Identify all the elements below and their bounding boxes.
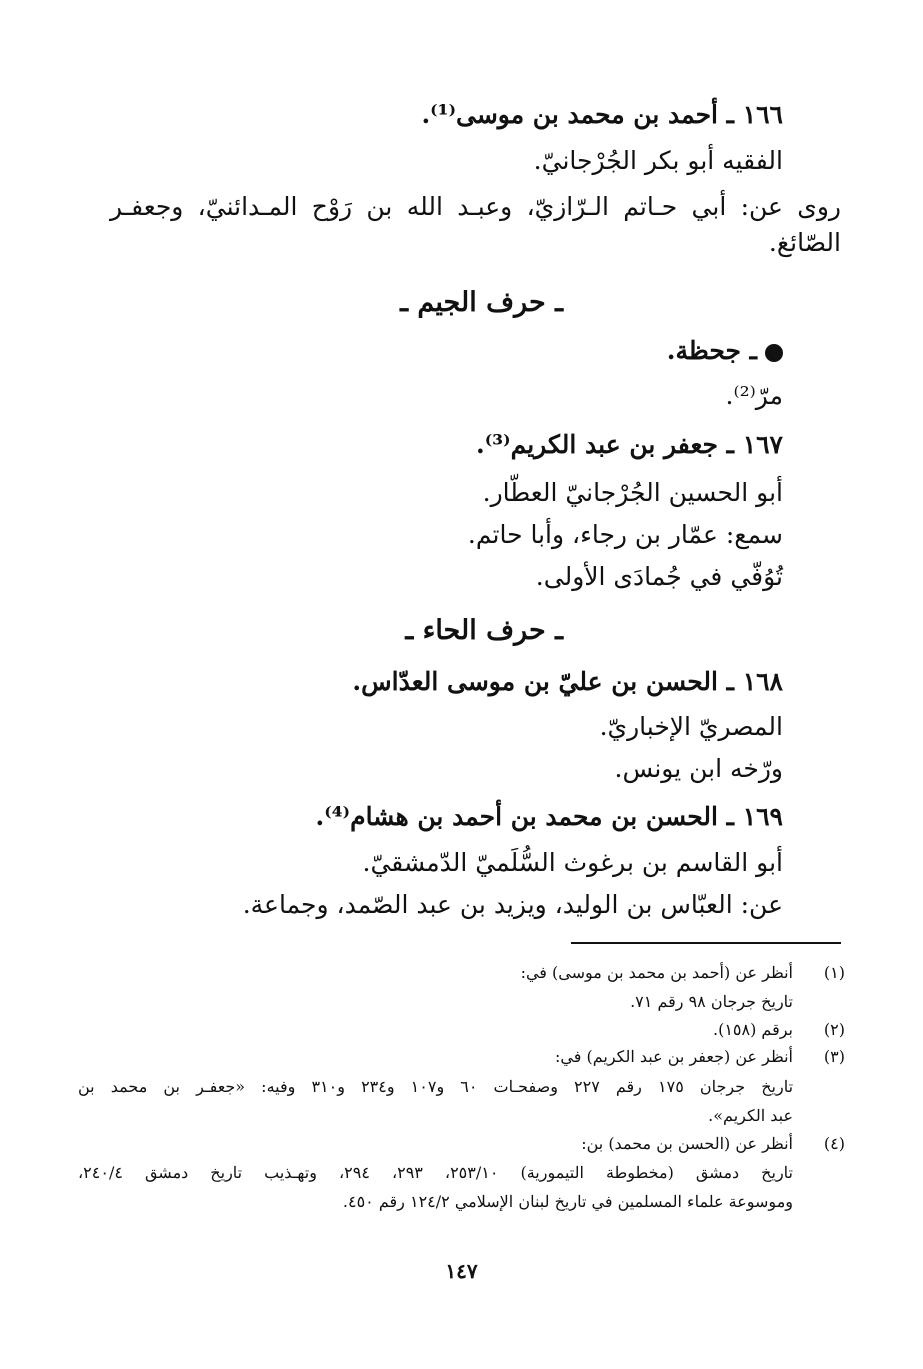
entry-166-line1: الفقيه أبو بكر الجُرْجانيّ.	[533, 146, 783, 175]
entry-jahzah-line1: مرّ⁽²⁾.	[725, 381, 783, 410]
entry-166-line3: الصّائغ.	[768, 228, 841, 257]
bullet-icon	[765, 344, 783, 362]
entry-168-title: ١٦٨ ـ الحسن بن عليّ بن موسى العدّاس.	[352, 667, 783, 696]
entry-167-line2: سمع: عمّار بن رجاء، وأبا حاتم.	[467, 520, 783, 549]
footnote-4-line1: أنظر عن (الحسن بن محمد) بن:	[581, 1134, 793, 1153]
entry-jahzah-title	[667, 336, 783, 365]
footnote-2-line1: برقم (١٥٨).	[712, 1020, 793, 1039]
footnote-4-line3: وموسوعة علماء المسلمين في تاريخ لبنان الإسلامي ١٢٤/٢ رقم ٤٥٠.	[342, 1192, 793, 1211]
footnote-4-line2: تاريخ دمشق (مخطوطة التيمورية) ٢٥٣/١٠، ٢٩٣، ٢٩٤، وتهـذيب تاريخ دمشق ٢٤٠/٤،	[78, 1163, 794, 1182]
footnote-4-number: (٤)	[823, 1134, 845, 1153]
footnote-3-line2: تاريخ جرجان ١٧٥ رقم ٢٢٧ وصفحـات ٦٠ و١٠٧ و٢٣٤ و٣١٠ وفيه: «جعفـر بن محمد بن	[78, 1077, 794, 1096]
section-heading-ha: ـ حرف الحاء ـ	[405, 615, 563, 646]
footnote-3-line3: عبد الكريم».	[708, 1106, 793, 1125]
entry-167-title: ١٦٧ ـ جعفر بن عبد الكريم⁽³⁾.	[476, 430, 783, 459]
footnote-separator	[571, 942, 841, 944]
entry-169-line2: عن: العبّاس بن الوليد، ويزيد بن عبد الصّمد، وجماعة.	[242, 890, 783, 919]
page-number: ١٤٧	[445, 1259, 478, 1283]
section-heading-jim: ـ حرف الجيم ـ	[400, 287, 563, 318]
entry-169-line1: أبو القاسم بن برغوث السُّلَميّ الدّمشقيّ.	[362, 848, 783, 877]
entry-167-line1: أبو الحسين الجُرْجانيّ العطّار.	[482, 478, 783, 507]
entry-169-title: ١٦٩ ـ الحسن بن محمد بن أحمد بن هشام⁽⁴⁾.	[315, 802, 783, 831]
entry-jahzah-title-text: ـ جحظة.	[666, 336, 757, 365]
footnote-1-number: (١)	[823, 963, 845, 982]
entry-168-line1: المصريّ الإخباريّ.	[599, 712, 783, 741]
entry-166-line2: روى عن: أبي حـاتم الـرّازيّ، وعبـد الله بن رَوْح المـدائنيّ، وجعفـر	[110, 192, 841, 221]
footnote-3-line1: أنظر عن (جعفر بن عبد الكريم) في:	[555, 1047, 793, 1066]
footnote-2-number: (٢)	[823, 1020, 845, 1039]
entry-166-title: ١٦٦ ـ أحمد بن محمد بن موسى⁽¹⁾.	[421, 100, 783, 129]
footnote-1-line1: أنظر عن (أحمد بن محمد بن موسى) في:	[520, 963, 793, 982]
footnote-1-line2: تاريخ جرجان ٩٨ رقم ٧١.	[630, 992, 793, 1011]
entry-168-line2: ورّخه ابن يونس.	[614, 754, 783, 783]
entry-167-line3: تُوُفّي في جُمادَى الأولى.	[535, 562, 783, 591]
footnote-3-number: (٣)	[823, 1047, 845, 1066]
